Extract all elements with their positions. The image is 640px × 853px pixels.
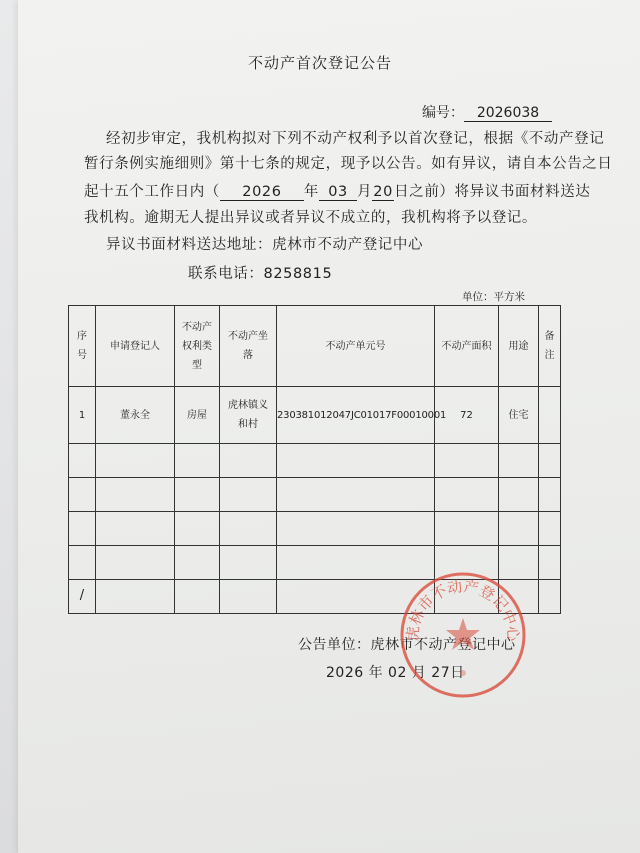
phone-number: 8258815 (263, 266, 333, 282)
objection-address-line (106, 233, 423, 254)
objection-address: 虎林市不动产登记中心 (272, 237, 424, 253)
registration-table (68, 305, 561, 614)
header-remark: 备 注 (539, 306, 561, 387)
serial-number-line (422, 102, 552, 122)
cell-remark (539, 387, 561, 444)
cell-area: 72 (435, 387, 499, 444)
cell-last-mark: / (69, 580, 96, 614)
phone-line (188, 262, 332, 283)
deadline-year-suffix: 年 (303, 184, 320, 200)
cell-seq: 1 (69, 387, 96, 444)
table-row (69, 444, 561, 478)
cell-location: 虎林镇义 和村 (220, 387, 277, 444)
serial-label: 编号： (422, 105, 464, 121)
cell-right-type: 房屋 (175, 387, 220, 444)
cell-usage: 住宅 (499, 387, 539, 444)
official-seal (398, 570, 528, 700)
paragraph-line-4: 我机构。逾期无人提出异议或者异议不成立的，我机构将予以登记。 (84, 210, 537, 226)
header-unit-number: 不动产单元号 (277, 306, 435, 387)
serial-number: 2026038 (464, 105, 552, 122)
header-right-type: 不动产 权利类 型 (175, 306, 220, 387)
paragraph-line-2: 暂行条例实施细则》第十七条的规定，现予以公告。如有异议，请自本公告之日 (84, 156, 613, 172)
unit-label: 单位：平方米 (462, 291, 525, 303)
deadline-month: 03 (319, 184, 357, 201)
header-area: 不动产面积 (435, 306, 499, 387)
document-title: 不动产首次登记公告 (247, 54, 392, 72)
issue-date: 2026 年 02 月 27日 (326, 665, 465, 681)
deadline-day: 20 (373, 184, 393, 200)
issuer-name: 虎林市不动产登记中心 (370, 637, 516, 653)
phone-label: 联系电话： (188, 266, 264, 282)
table-row (69, 478, 561, 512)
paragraph-line-3 (84, 180, 590, 201)
deadline-suffix: 日之前）将异议书面材料送达 (394, 184, 591, 200)
objection-address-label: 异议书面材料送达地址： (106, 237, 273, 253)
cell-unit-number: 230381012047JC01017F00010001 (277, 387, 435, 444)
header-applicant: 申请登记人 (96, 306, 175, 387)
table-row (69, 512, 561, 546)
header-seq: 序 号 (69, 306, 96, 387)
seal-text: 虎林市不动产登记中心 (403, 577, 523, 642)
paragraph-line-1: 经初步审定，我机构拟对下列不动产权利予以首次登记，根据《不动产登记 (106, 131, 605, 147)
seal-star-icon (446, 618, 480, 650)
header-location: 不动产坐 落 (220, 306, 277, 387)
table-header-row (69, 306, 561, 387)
header-usage: 用途 (499, 306, 539, 387)
deadline-year: 2026 (220, 184, 304, 201)
deadline-month-suffix: 月 (357, 184, 373, 200)
table-row (69, 387, 561, 444)
deadline-prefix: 起十五个工作日内（ (84, 184, 220, 200)
issuer-label: 公告单位： (298, 637, 371, 653)
cell-applicant: 董永全 (96, 387, 175, 444)
